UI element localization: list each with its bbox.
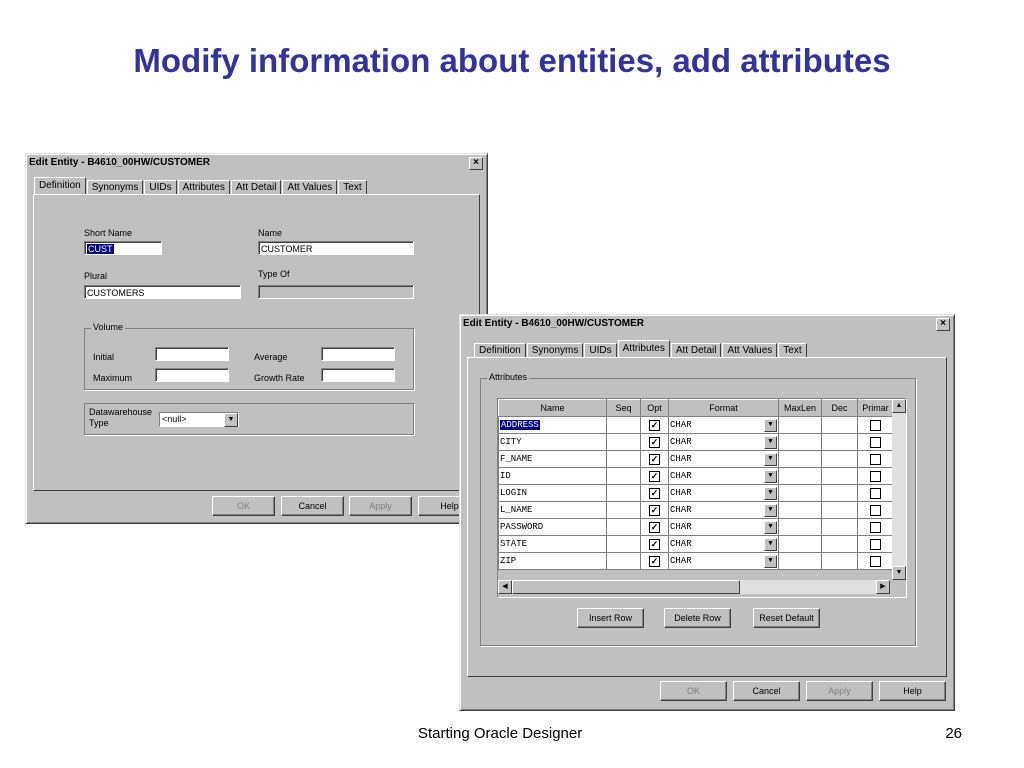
primary-checkbox[interactable]: [870, 539, 881, 550]
type-of-field[interactable]: [258, 285, 414, 299]
name-label: Name: [258, 228, 283, 238]
maxlen-cell[interactable]: [779, 434, 822, 451]
maxlen-cell[interactable]: [779, 553, 822, 570]
attributes-table: [498, 399, 894, 570]
page-number: 26: [945, 725, 962, 742]
close-icon[interactable]: ×: [469, 157, 483, 170]
attribute-name-cell[interactable]: F_NAME: [499, 451, 607, 468]
datawarehouse-group: [84, 403, 414, 435]
primary-cell[interactable]: [858, 451, 894, 468]
primary-cell[interactable]: [858, 434, 894, 451]
opt-cell[interactable]: [641, 485, 669, 502]
maximum-label: Maximum: [93, 373, 133, 383]
dec-cell[interactable]: [822, 451, 858, 468]
apply-button[interactable]: Apply: [349, 496, 412, 516]
seq-cell[interactable]: [607, 536, 641, 553]
average-field[interactable]: [321, 347, 395, 361]
maxlen-cell[interactable]: [779, 485, 822, 502]
format-value: CHAR: [670, 505, 692, 515]
chevron-down-icon[interactable]: ▼: [764, 436, 777, 449]
short-name-label: Short Name: [84, 228, 133, 238]
format-cell[interactable]: [669, 536, 779, 553]
attributes-group-label: Attributes: [489, 372, 528, 382]
attributes-panel: [467, 357, 947, 677]
seq-cell[interactable]: [607, 434, 641, 451]
opt-checkbox[interactable]: ✓: [650, 419, 659, 430]
attribute-name-cell[interactable]: ZIP: [499, 553, 607, 570]
table-header-row: [499, 400, 894, 417]
plural-field[interactable]: CUSTOMERS: [84, 285, 241, 299]
short-name-value: CUST: [88, 244, 113, 254]
tab-definition[interactable]: Definition: [474, 343, 526, 357]
definition-panel: [33, 194, 480, 491]
tab-strip: [474, 341, 808, 357]
dec-cell[interactable]: [822, 468, 858, 485]
col-header-opt[interactable]: Opt: [641, 400, 669, 417]
primary-checkbox[interactable]: [870, 505, 881, 516]
opt-checkbox[interactable]: ✓: [650, 487, 659, 498]
col-header-format[interactable]: Format: [669, 400, 779, 417]
attribute-name-cell[interactable]: [499, 417, 607, 434]
growth-rate-label: Growth Rate: [254, 373, 305, 383]
dialog-titlebar[interactable]: [28, 156, 485, 170]
horizontal-scrollbar[interactable]: [498, 580, 890, 594]
format-cell[interactable]: [669, 417, 779, 434]
tab-synonyms[interactable]: Synonyms: [527, 343, 584, 357]
chevron-down-icon[interactable]: ▼: [764, 538, 777, 551]
scroll-up-icon[interactable]: ▲: [892, 399, 906, 413]
table-row[interactable]: [499, 434, 894, 451]
initial-field[interactable]: [155, 347, 229, 361]
growth-rate-field[interactable]: [321, 368, 395, 382]
opt-cell[interactable]: [641, 417, 669, 434]
tab-uids[interactable]: UIDs: [144, 180, 176, 194]
dec-cell[interactable]: [822, 434, 858, 451]
dec-cell[interactable]: [822, 553, 858, 570]
cancel-button[interactable]: Cancel: [733, 681, 800, 701]
opt-checkbox[interactable]: ✓: [650, 453, 659, 464]
apply-button[interactable]: Apply: [806, 681, 873, 701]
ok-button[interactable]: OK: [660, 681, 727, 701]
opt-checkbox[interactable]: ✓: [650, 504, 659, 515]
delete-row-button[interactable]: Delete Row: [664, 608, 731, 628]
col-header-name[interactable]: Name: [499, 400, 607, 417]
edit-entity-dialog-attributes: [459, 314, 955, 711]
scroll-right-icon[interactable]: ▶: [876, 580, 890, 594]
tab-attributes[interactable]: Attributes: [178, 180, 230, 194]
format-cell[interactable]: [669, 451, 779, 468]
primary-cell[interactable]: [858, 553, 894, 570]
col-header-maxlen[interactable]: MaxLen: [779, 400, 822, 417]
table-row[interactable]: [499, 553, 894, 570]
maxlen-cell[interactable]: [779, 502, 822, 519]
short-name-field[interactable]: [84, 241, 162, 255]
format-cell[interactable]: [669, 553, 779, 570]
primary-checkbox[interactable]: [870, 471, 881, 482]
table-row[interactable]: [499, 468, 894, 485]
table-row[interactable]: [499, 519, 894, 536]
format-value: CHAR: [670, 471, 692, 481]
maxlen-cell[interactable]: [779, 417, 822, 434]
opt-cell[interactable]: [641, 519, 669, 536]
maxlen-cell[interactable]: [779, 536, 822, 553]
primary-cell[interactable]: [858, 468, 894, 485]
format-cell[interactable]: [669, 502, 779, 519]
attribute-name-cell[interactable]: PASSWORD: [499, 519, 607, 536]
chevron-down-icon[interactable]: ▼: [764, 470, 777, 483]
seq-cell[interactable]: [607, 485, 641, 502]
chevron-down-icon[interactable]: ▼: [764, 487, 777, 500]
tab-uids[interactable]: UIDs: [584, 343, 616, 357]
tab-att-detail[interactable]: Att Detail: [671, 343, 722, 357]
table-row[interactable]: [499, 451, 894, 468]
dialog-title: Edit Entity - B4610_00HW/CUSTOMER: [29, 157, 210, 168]
close-icon[interactable]: ×: [936, 318, 950, 331]
reset-default-button[interactable]: Reset Default: [753, 608, 820, 628]
primary-cell[interactable]: [858, 485, 894, 502]
datawarehouse-type-select[interactable]: [159, 412, 239, 427]
primary-checkbox[interactable]: [870, 420, 881, 431]
chevron-down-icon[interactable]: ▼: [764, 419, 777, 432]
attribute-name-value: ADDRESS: [501, 420, 539, 430]
chevron-down-icon[interactable]: ▼: [764, 521, 777, 534]
format-cell[interactable]: [669, 434, 779, 451]
seq-cell[interactable]: [607, 417, 641, 434]
tab-att-detail[interactable]: Att Detail: [231, 180, 282, 194]
tab-att-values[interactable]: Att Values: [722, 343, 777, 357]
initial-label: Initial: [93, 352, 115, 362]
attributes-grid[interactable]: [497, 398, 907, 598]
table-row[interactable]: [499, 502, 894, 519]
tab-attributes[interactable]: Attributes: [618, 340, 670, 357]
seq-cell[interactable]: [607, 553, 641, 570]
dec-cell[interactable]: [822, 485, 858, 502]
primary-checkbox[interactable]: [870, 556, 881, 567]
col-header-dec[interactable]: Dec: [822, 400, 858, 417]
attribute-name-cell[interactable]: STATE: [499, 536, 607, 553]
primary-cell[interactable]: [858, 519, 894, 536]
chevron-down-icon[interactable]: ▼: [764, 504, 777, 517]
opt-cell[interactable]: [641, 468, 669, 485]
dialog-title: Edit Entity - B4610_00HW/CUSTOMER: [463, 318, 644, 329]
opt-cell[interactable]: [641, 536, 669, 553]
ok-button[interactable]: OK: [212, 496, 275, 516]
primary-cell[interactable]: [858, 417, 894, 434]
primary-checkbox[interactable]: [870, 454, 881, 465]
tab-text[interactable]: Text: [338, 180, 366, 194]
datawarehouse-type-label-line2: Type: [89, 418, 109, 428]
seq-cell[interactable]: [607, 519, 641, 536]
maxlen-cell[interactable]: [779, 451, 822, 468]
edit-entity-dialog-definition: [25, 153, 488, 524]
format-value: CHAR: [670, 420, 692, 430]
primary-checkbox[interactable]: [870, 522, 881, 533]
primary-cell[interactable]: [858, 536, 894, 553]
scroll-down-icon[interactable]: ▼: [892, 566, 906, 580]
help-button[interactable]: Help: [879, 681, 946, 701]
opt-cell[interactable]: [641, 451, 669, 468]
table-row[interactable]: [499, 417, 894, 434]
seq-cell[interactable]: [607, 502, 641, 519]
opt-cell[interactable]: [641, 502, 669, 519]
attribute-name-cell[interactable]: CITY: [499, 434, 607, 451]
format-value: CHAR: [670, 539, 692, 549]
help-button[interactable]: Help: [418, 496, 481, 516]
format-cell[interactable]: [669, 468, 779, 485]
scroll-left-icon[interactable]: ◀: [498, 580, 512, 594]
datawarehouse-type-value: <null>: [162, 414, 187, 424]
dialog-titlebar[interactable]: [462, 317, 952, 331]
opt-checkbox[interactable]: ✓: [650, 470, 659, 481]
seq-cell[interactable]: [607, 451, 641, 468]
opt-checkbox[interactable]: ✓: [650, 555, 659, 566]
insert-row-button[interactable]: Insert Row: [577, 608, 644, 628]
attribute-name-cell[interactable]: LOGIN: [499, 485, 607, 502]
format-cell[interactable]: [669, 485, 779, 502]
format-value: CHAR: [670, 454, 692, 464]
table-row[interactable]: [499, 485, 894, 502]
chevron-down-icon[interactable]: ▼: [764, 453, 777, 466]
volume-group: [84, 322, 414, 390]
plural-label: Plural: [84, 271, 108, 281]
format-value: CHAR: [670, 437, 692, 447]
dec-cell[interactable]: [822, 519, 858, 536]
tab-synonyms[interactable]: Synonyms: [87, 180, 144, 194]
type-of-label: Type Of: [258, 269, 290, 279]
average-label: Average: [254, 352, 288, 362]
format-value: CHAR: [670, 522, 692, 532]
format-value: CHAR: [670, 556, 692, 566]
scroll-thumb[interactable]: [512, 580, 740, 594]
dec-cell[interactable]: [822, 536, 858, 553]
cancel-button[interactable]: Cancel: [281, 496, 344, 516]
table-row[interactable]: [499, 536, 894, 553]
opt-cell[interactable]: [641, 553, 669, 570]
primary-checkbox[interactable]: [870, 488, 881, 499]
format-value: CHAR: [670, 488, 692, 498]
tab-text[interactable]: Text: [778, 343, 806, 357]
primary-cell[interactable]: [858, 502, 894, 519]
maxlen-cell[interactable]: [779, 468, 822, 485]
datawarehouse-type-label-line1: Datawarehouse: [89, 407, 153, 417]
footer-text: Starting Oracle Designer: [418, 725, 583, 742]
col-header-seq[interactable]: Seq: [607, 400, 641, 417]
tab-strip: [34, 178, 368, 194]
opt-checkbox[interactable]: ✓: [650, 521, 659, 532]
maximum-field[interactable]: [155, 368, 229, 382]
name-field[interactable]: CUSTOMER: [258, 241, 414, 255]
primary-checkbox[interactable]: [870, 437, 881, 448]
opt-checkbox[interactable]: ✓: [650, 538, 659, 549]
chevron-down-icon[interactable]: ▼: [764, 555, 777, 568]
dec-cell[interactable]: [822, 502, 858, 519]
maxlen-cell[interactable]: [779, 519, 822, 536]
seq-cell[interactable]: [607, 468, 641, 485]
col-header-primary[interactable]: Primar: [858, 400, 894, 417]
volume-group-label: Volume: [93, 322, 124, 332]
chevron-down-icon[interactable]: ▼: [224, 413, 238, 427]
vertical-scrollbar[interactable]: [892, 399, 906, 580]
attribute-name-cell[interactable]: ID: [499, 468, 607, 485]
opt-checkbox[interactable]: ✓: [650, 436, 659, 447]
format-cell[interactable]: [669, 519, 779, 536]
attribute-name-cell[interactable]: L_NAME: [499, 502, 607, 519]
tab-definition[interactable]: Definition: [34, 177, 86, 194]
opt-cell[interactable]: [641, 434, 669, 451]
dec-cell[interactable]: [822, 417, 858, 434]
slide-title: Modify information about entities, add attributes: [133, 42, 891, 79]
tab-att-values[interactable]: Att Values: [282, 180, 337, 194]
